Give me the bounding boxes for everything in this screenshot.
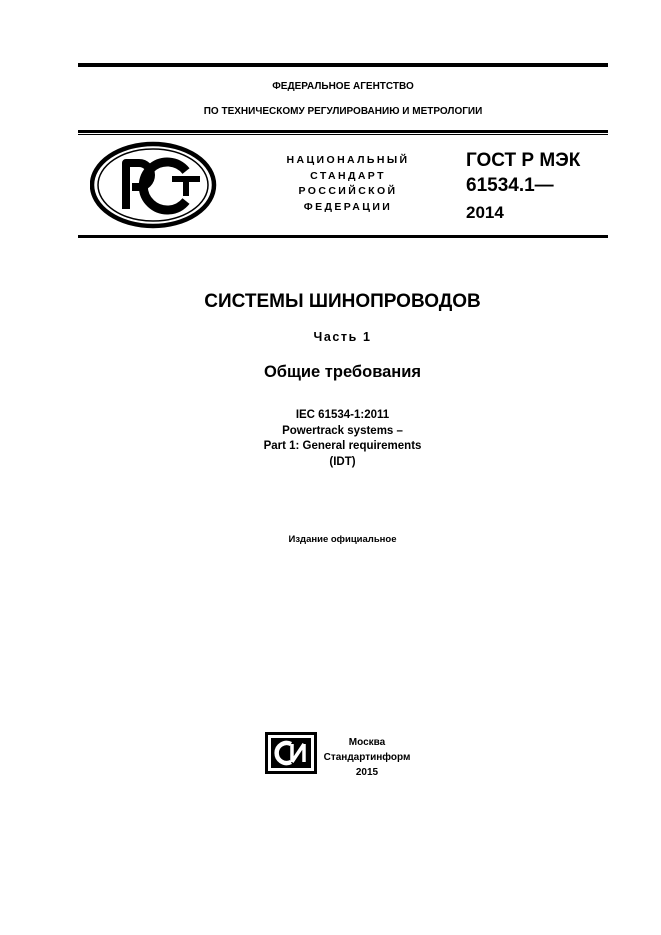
rst-gost-mark-icon — [90, 141, 218, 229]
standard-code-line2: 61534.1— — [466, 175, 554, 196]
top-rule — [78, 63, 608, 67]
iec-reference — [60, 408, 625, 470]
publisher-year: 2015 — [355, 767, 379, 778]
part-label: Часть 1 — [313, 330, 372, 344]
national-line: НАЦИОНАЛЬНЫЙ — [286, 154, 410, 166]
iec-line: IEC 61534-1:2011 — [295, 409, 390, 421]
national-line: ФЕДЕРАЦИИ — [303, 200, 393, 213]
header-rule-thin — [78, 134, 608, 135]
iec-line: Part 1: General requirements — [263, 440, 422, 452]
national-line: РОССИЙСКОЙ — [298, 185, 398, 197]
standartinform-logo-icon — [264, 731, 318, 775]
edition-label: Издание официальное — [288, 534, 397, 545]
header-rule-thick — [78, 130, 608, 133]
iec-line: (IDT) — [329, 455, 356, 468]
national-standard-label — [258, 153, 438, 215]
standard-year: 2014 — [466, 203, 504, 222]
publisher-name: Стандартинформ — [323, 752, 411, 763]
standard-code-line1: ГОСТ Р МЭК — [466, 150, 581, 171]
national-line: СТАНДАРТ — [310, 169, 386, 182]
agency-name-line1: ФЕДЕРАЛЬНОЕ АГЕНТСТВО — [272, 81, 414, 92]
publisher-city: Москва — [348, 737, 386, 748]
document-title: СИСТЕМЫ ШИНОПРОВОДОВ — [204, 291, 481, 312]
document-subtitle: Общие требования — [263, 363, 422, 381]
publisher-info — [322, 735, 412, 780]
standard-block-bottom-rule — [78, 235, 608, 238]
standard-code — [466, 148, 580, 198]
iec-line: Powertrack systems – — [282, 424, 403, 437]
agency-name-line2: ПО ТЕХНИЧЕСКОМУ РЕГУЛИРОВАНИЮ И МЕТРОЛОГИИ — [203, 106, 483, 117]
